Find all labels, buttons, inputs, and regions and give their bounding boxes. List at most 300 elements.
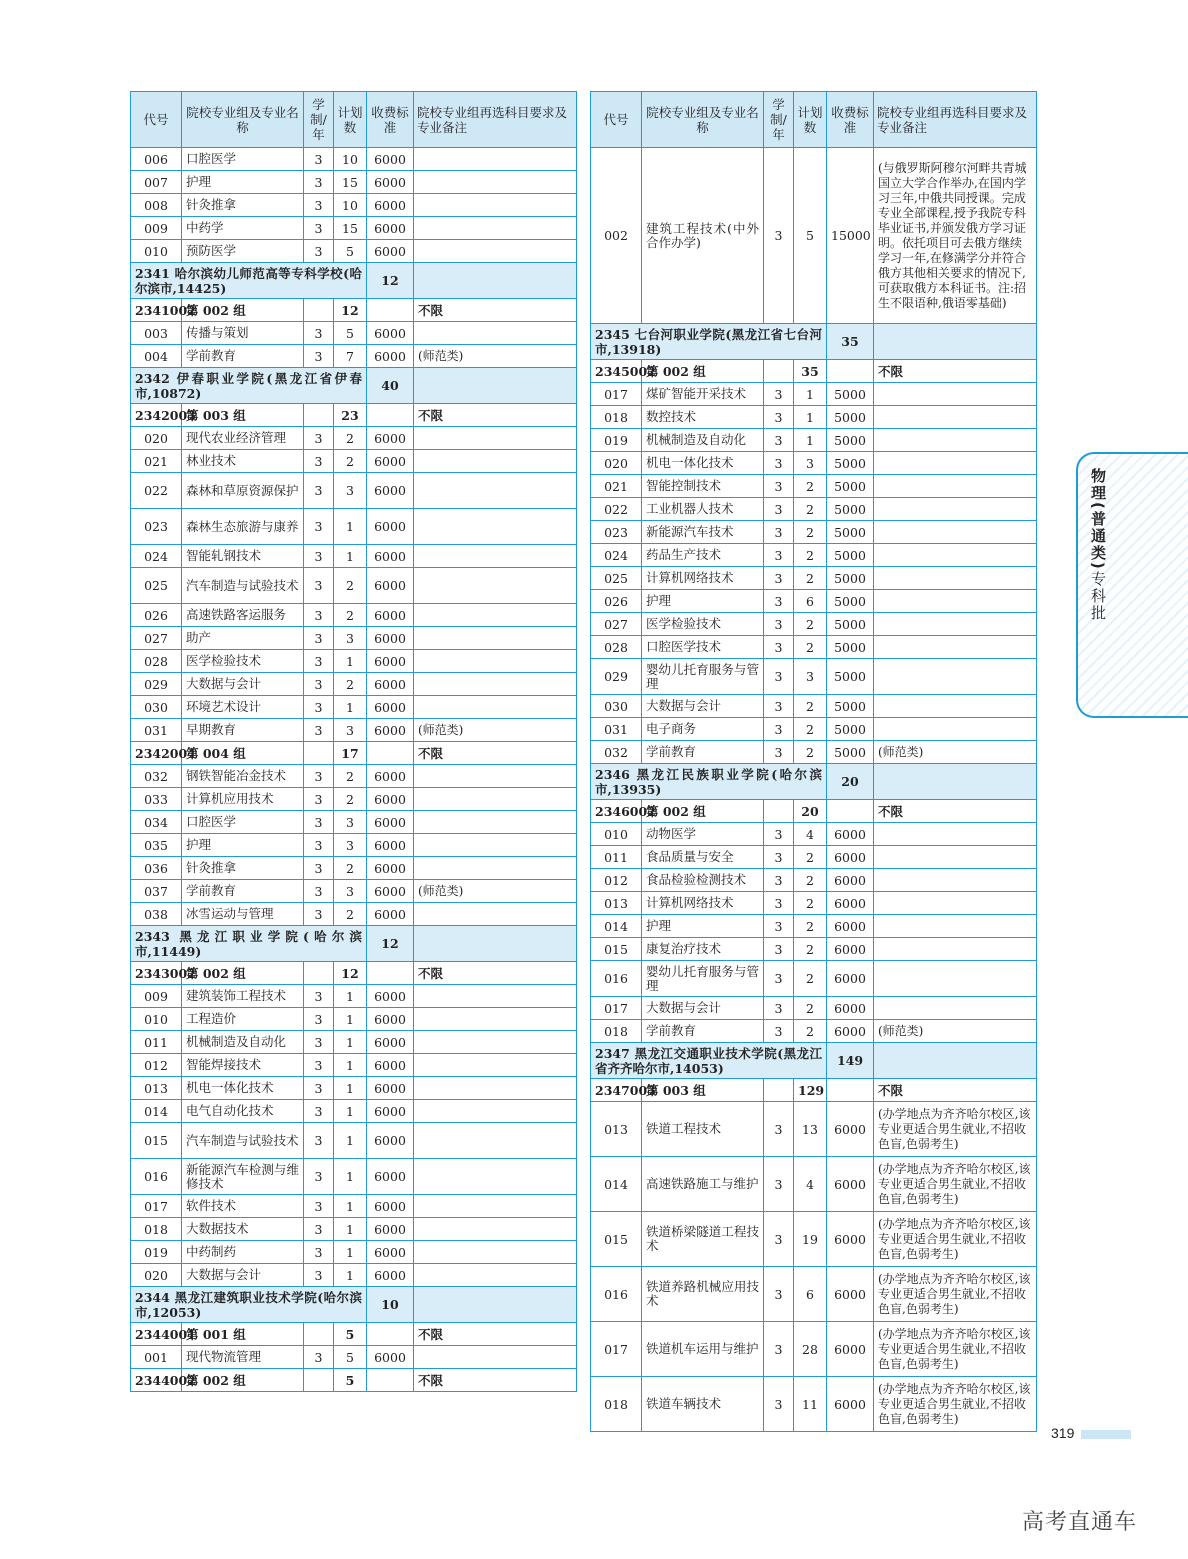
major-fee: 6000 xyxy=(827,892,874,915)
major-code: 012 xyxy=(591,869,642,892)
major-years: 3 xyxy=(764,915,794,938)
major-name: 高速铁路客运服务 xyxy=(182,604,304,627)
major-name: 煤矿智能开采技术 xyxy=(642,383,764,406)
major-name: 建筑装饰工程技术 xyxy=(182,985,304,1008)
major-plan: 1 xyxy=(334,696,367,719)
school-name: 2343 黑龙江职业学院(哈尔滨市,11449) xyxy=(131,926,367,962)
major-remark xyxy=(414,696,577,719)
major-fee: 6000 xyxy=(827,1377,874,1432)
major-fee: 6000 xyxy=(367,217,414,240)
group-row xyxy=(131,742,577,765)
major-fee: 6000 xyxy=(367,834,414,857)
group-row xyxy=(131,962,577,985)
major-fee: 5000 xyxy=(827,406,874,429)
major-plan: 3 xyxy=(334,880,367,903)
major-code: 018 xyxy=(591,1377,642,1432)
major-remark xyxy=(874,383,1037,406)
major-name: 建筑工程技术(中外合作办学) xyxy=(642,148,764,324)
major-plan: 2 xyxy=(794,892,827,915)
major-fee: 6000 xyxy=(827,1322,874,1377)
major-plan: 2 xyxy=(794,741,827,764)
group-code: 2347003 xyxy=(591,1079,642,1102)
group-remark: 不限 xyxy=(414,1369,577,1392)
major-name: 电子商务 xyxy=(642,718,764,741)
major-name: 高速铁路施工与维护 xyxy=(642,1157,764,1212)
major-name: 工业机器人技术 xyxy=(642,498,764,521)
major-years: 3 xyxy=(764,961,794,997)
col-plan-header: 计划数 xyxy=(334,92,367,148)
major-plan: 1 xyxy=(334,1218,367,1241)
page-number: 319 xyxy=(1051,1425,1075,1441)
major-row xyxy=(131,696,577,719)
group-plan: 23 xyxy=(334,404,367,427)
years-cell xyxy=(764,1079,794,1102)
major-row xyxy=(591,1377,1037,1432)
major-name: 大数据与会计 xyxy=(642,997,764,1020)
major-name: 现代物流管理 xyxy=(182,1346,304,1369)
major-row xyxy=(591,869,1037,892)
major-fee: 5000 xyxy=(827,718,874,741)
major-years: 3 xyxy=(304,194,334,217)
major-code: 014 xyxy=(591,915,642,938)
major-years: 3 xyxy=(764,695,794,718)
major-fee: 6000 xyxy=(367,765,414,788)
major-row xyxy=(131,880,577,903)
major-years: 3 xyxy=(764,521,794,544)
major-remark xyxy=(874,475,1037,498)
major-name: 钢铁智能冶金技术 xyxy=(182,765,304,788)
major-years: 3 xyxy=(304,696,334,719)
major-name: 口腔医学 xyxy=(182,811,304,834)
group-row xyxy=(591,800,1037,823)
major-remark xyxy=(414,1195,577,1218)
major-fee: 15000 xyxy=(827,148,874,324)
major-fee: 6000 xyxy=(367,1346,414,1369)
major-name: 中药制药 xyxy=(182,1241,304,1264)
major-code: 024 xyxy=(131,545,182,568)
major-remark xyxy=(874,892,1037,915)
major-name: 铁道养路机械应用技术 xyxy=(642,1267,764,1322)
group-remark: 不限 xyxy=(874,360,1037,383)
major-name: 医学检验技术 xyxy=(642,613,764,636)
major-row xyxy=(591,1157,1037,1212)
major-code: 020 xyxy=(131,1264,182,1287)
major-years: 3 xyxy=(764,613,794,636)
major-row xyxy=(591,892,1037,915)
major-plan: 2 xyxy=(334,788,367,811)
major-years: 3 xyxy=(304,604,334,627)
major-plan: 6 xyxy=(794,1267,827,1322)
major-plan: 2 xyxy=(794,695,827,718)
group-row xyxy=(591,1079,1037,1102)
major-name: 新能源汽车技术 xyxy=(642,521,764,544)
major-years: 3 xyxy=(304,1159,334,1195)
school-plan: 40 xyxy=(367,368,414,404)
major-code: 007 xyxy=(131,171,182,194)
major-name: 现代农业经济管理 xyxy=(182,427,304,450)
major-fee: 6000 xyxy=(367,1241,414,1264)
enrollment-table-right xyxy=(590,91,1037,1432)
major-code: 013 xyxy=(591,892,642,915)
major-name: 新能源汽车检测与维修技术 xyxy=(182,1159,304,1195)
col-code-header: 代号 xyxy=(131,92,182,148)
major-name: 针灸推拿 xyxy=(182,857,304,880)
major-years: 3 xyxy=(764,567,794,590)
side-tab-category: (普通类) xyxy=(1089,502,1107,571)
major-row xyxy=(131,1346,577,1369)
major-fee: 6000 xyxy=(367,811,414,834)
major-remark xyxy=(874,636,1037,659)
major-years: 3 xyxy=(304,1008,334,1031)
major-row xyxy=(591,406,1037,429)
major-remark xyxy=(414,811,577,834)
major-years: 3 xyxy=(764,938,794,961)
major-remark: (师范类) xyxy=(414,719,577,742)
major-years: 3 xyxy=(764,383,794,406)
major-row xyxy=(591,997,1037,1020)
major-plan: 2 xyxy=(334,673,367,696)
major-remark xyxy=(874,544,1037,567)
col-fee-header: 收费标准 xyxy=(367,92,414,148)
major-row xyxy=(131,1241,577,1264)
major-fee: 6000 xyxy=(367,1077,414,1100)
major-row xyxy=(131,857,577,880)
major-remark: (师范类) xyxy=(414,345,577,368)
major-fee: 6000 xyxy=(367,788,414,811)
major-fee: 5000 xyxy=(827,383,874,406)
major-row xyxy=(591,938,1037,961)
major-years: 3 xyxy=(764,475,794,498)
major-remark xyxy=(874,429,1037,452)
major-fee: 6000 xyxy=(367,1218,414,1241)
major-name: 康复治疗技术 xyxy=(642,938,764,961)
major-plan: 2 xyxy=(334,450,367,473)
major-remark: (办学地点为齐齐哈尔校区,该专业更适合男生就业,不招收色盲,色弱考生) xyxy=(874,1322,1037,1377)
major-row xyxy=(591,961,1037,997)
major-name: 计算机网络技术 xyxy=(642,892,764,915)
major-remark xyxy=(414,427,577,450)
major-plan: 10 xyxy=(334,194,367,217)
major-years: 3 xyxy=(304,568,334,604)
major-code: 026 xyxy=(131,604,182,627)
major-code: 010 xyxy=(131,240,182,263)
major-years: 3 xyxy=(304,719,334,742)
major-fee: 6000 xyxy=(827,915,874,938)
major-fee: 5000 xyxy=(827,659,874,695)
major-years: 3 xyxy=(764,1212,794,1267)
major-row xyxy=(591,613,1037,636)
major-plan: 2 xyxy=(794,869,827,892)
major-plan: 15 xyxy=(334,171,367,194)
group-name: 第 001 组 xyxy=(182,1323,304,1346)
major-years: 3 xyxy=(304,788,334,811)
major-plan: 2 xyxy=(794,997,827,1020)
major-years: 3 xyxy=(304,985,334,1008)
major-name: 智能轧钢技术 xyxy=(182,545,304,568)
major-row xyxy=(131,719,577,742)
major-fee: 6000 xyxy=(367,985,414,1008)
major-plan: 28 xyxy=(794,1322,827,1377)
major-remark xyxy=(414,1031,577,1054)
fee-cell xyxy=(367,404,414,427)
major-name: 数控技术 xyxy=(642,406,764,429)
major-name: 护理 xyxy=(182,834,304,857)
major-code: 003 xyxy=(131,322,182,345)
major-years: 3 xyxy=(304,627,334,650)
major-plan: 2 xyxy=(794,961,827,997)
major-fee: 6000 xyxy=(367,545,414,568)
col-fee-header: 收费标准 xyxy=(827,92,874,148)
major-years: 3 xyxy=(304,903,334,926)
group-code: 2346002 xyxy=(591,800,642,823)
major-row xyxy=(591,823,1037,846)
major-fee: 6000 xyxy=(367,345,414,368)
major-remark xyxy=(414,1054,577,1077)
major-years: 3 xyxy=(764,636,794,659)
major-code: 033 xyxy=(131,788,182,811)
major-remark xyxy=(414,627,577,650)
major-fee: 6000 xyxy=(367,427,414,450)
major-plan: 2 xyxy=(334,857,367,880)
major-name: 护理 xyxy=(642,590,764,613)
major-remark: (与俄罗斯阿穆尔河畔共青城国立大学合作举办,在国内学习三年,中俄共同授课。完成专业全部课程,授予我院专科毕业证书,并颁发俄方学习证明。依托项目可去俄方继续学习一年,在修满学分并符合俄方其他相关要求的情况下,可获取俄方本科证书。注:招生不限语种,俄语零基础) xyxy=(874,148,1037,324)
major-row xyxy=(591,567,1037,590)
school-plan: 12 xyxy=(367,926,414,962)
major-row xyxy=(131,903,577,926)
major-remark xyxy=(414,985,577,1008)
major-fee: 6000 xyxy=(367,1264,414,1287)
table-body-left xyxy=(131,148,577,1392)
major-name: 药品生产技术 xyxy=(642,544,764,567)
side-tab-subject: 物理 xyxy=(1089,468,1107,502)
group-code: 2342003 xyxy=(131,404,182,427)
major-plan: 2 xyxy=(794,718,827,741)
major-plan: 2 xyxy=(334,568,367,604)
major-fee: 6000 xyxy=(367,1123,414,1159)
major-remark xyxy=(874,567,1037,590)
major-years: 3 xyxy=(764,498,794,521)
major-name: 计算机网络技术 xyxy=(642,567,764,590)
major-years: 3 xyxy=(304,1241,334,1264)
major-name: 助产 xyxy=(182,627,304,650)
major-fee: 6000 xyxy=(367,696,414,719)
major-row xyxy=(591,1020,1037,1043)
col-remark-header: 院校专业组再选科目要求及专业备注 xyxy=(874,92,1037,148)
major-name: 大数据与会计 xyxy=(642,695,764,718)
major-code: 031 xyxy=(591,718,642,741)
major-code: 009 xyxy=(131,985,182,1008)
group-row xyxy=(131,1369,577,1392)
major-plan: 2 xyxy=(794,846,827,869)
major-fee: 6000 xyxy=(827,1102,874,1157)
major-code: 010 xyxy=(591,823,642,846)
major-code: 019 xyxy=(591,429,642,452)
school-row xyxy=(131,263,577,299)
major-years: 3 xyxy=(304,765,334,788)
major-code: 030 xyxy=(591,695,642,718)
major-fee: 6000 xyxy=(827,1212,874,1267)
major-plan: 2 xyxy=(334,427,367,450)
major-years: 3 xyxy=(304,811,334,834)
major-remark: (办学地点为齐齐哈尔校区,该专业更适合男生就业,不招收色盲,色弱考生) xyxy=(874,1377,1037,1432)
major-years: 3 xyxy=(304,1077,334,1100)
major-code: 025 xyxy=(591,567,642,590)
table-header-row xyxy=(591,92,1037,148)
major-remark xyxy=(414,1218,577,1241)
major-code: 034 xyxy=(131,811,182,834)
major-fee: 6000 xyxy=(827,1267,874,1322)
major-fee: 6000 xyxy=(367,1195,414,1218)
major-years: 3 xyxy=(304,345,334,368)
major-row xyxy=(591,498,1037,521)
major-plan: 2 xyxy=(334,765,367,788)
major-remark xyxy=(414,903,577,926)
major-years: 3 xyxy=(304,834,334,857)
major-name: 大数据与会计 xyxy=(182,673,304,696)
major-code: 021 xyxy=(591,475,642,498)
major-plan: 2 xyxy=(794,475,827,498)
major-row xyxy=(591,590,1037,613)
major-row xyxy=(591,1102,1037,1157)
major-plan: 3 xyxy=(334,627,367,650)
major-remark xyxy=(414,473,577,509)
major-years: 3 xyxy=(764,1020,794,1043)
major-remark xyxy=(414,450,577,473)
col-name-header: 院校专业组及专业名称 xyxy=(642,92,764,148)
major-code: 029 xyxy=(131,673,182,696)
major-plan: 2 xyxy=(794,567,827,590)
major-fee: 6000 xyxy=(827,1020,874,1043)
major-years: 3 xyxy=(304,1218,334,1241)
fee-cell xyxy=(414,926,577,962)
major-remark xyxy=(414,650,577,673)
major-name: 铁道车辆技术 xyxy=(642,1377,764,1432)
major-row xyxy=(591,452,1037,475)
major-row xyxy=(591,695,1037,718)
major-name: 婴幼儿托育服务与管理 xyxy=(642,961,764,997)
major-plan: 3 xyxy=(334,473,367,509)
major-code: 017 xyxy=(591,997,642,1020)
major-row xyxy=(591,148,1037,324)
school-plan: 35 xyxy=(827,324,874,360)
group-code: 2344001 xyxy=(131,1323,182,1346)
group-plan: 20 xyxy=(794,800,827,823)
major-fee: 5000 xyxy=(827,636,874,659)
major-plan: 1 xyxy=(794,429,827,452)
major-fee: 6000 xyxy=(367,240,414,263)
major-name: 机电一体化技术 xyxy=(642,452,764,475)
major-fee: 5000 xyxy=(827,741,874,764)
group-remark: 不限 xyxy=(414,962,577,985)
major-plan: 1 xyxy=(794,406,827,429)
major-row xyxy=(591,718,1037,741)
major-code: 022 xyxy=(131,473,182,509)
major-remark xyxy=(874,869,1037,892)
major-fee: 5000 xyxy=(827,475,874,498)
major-row xyxy=(131,627,577,650)
major-remark xyxy=(874,846,1037,869)
major-remark xyxy=(874,997,1037,1020)
major-code: 032 xyxy=(591,741,642,764)
fee-cell xyxy=(367,1369,414,1392)
group-plan: 5 xyxy=(334,1323,367,1346)
major-fee: 6000 xyxy=(367,903,414,926)
major-plan: 6 xyxy=(794,590,827,613)
fee-cell xyxy=(827,800,874,823)
major-years: 3 xyxy=(764,1102,794,1157)
major-row xyxy=(131,322,577,345)
major-row xyxy=(131,568,577,604)
fee-cell xyxy=(874,1043,1037,1079)
group-plan: 12 xyxy=(334,299,367,322)
major-code: 037 xyxy=(131,880,182,903)
major-name: 学前教育 xyxy=(182,345,304,368)
group-remark: 不限 xyxy=(414,404,577,427)
major-remark xyxy=(874,961,1037,997)
years-cell xyxy=(304,742,334,765)
major-name: 医学检验技术 xyxy=(182,650,304,673)
major-remark xyxy=(874,613,1037,636)
major-row xyxy=(131,345,577,368)
major-row xyxy=(131,217,577,240)
major-remark xyxy=(414,171,577,194)
major-row xyxy=(131,834,577,857)
major-plan: 5 xyxy=(334,322,367,345)
major-code: 008 xyxy=(131,194,182,217)
major-row xyxy=(131,450,577,473)
major-name: 早期教育 xyxy=(182,719,304,742)
major-years: 3 xyxy=(764,452,794,475)
major-code: 026 xyxy=(591,590,642,613)
school-name: 2347 黑龙江交通职业技术学院(黑龙江省齐齐哈尔市,14053) xyxy=(591,1043,827,1079)
major-plan: 1 xyxy=(334,1241,367,1264)
school-row xyxy=(591,324,1037,360)
major-plan: 3 xyxy=(334,834,367,857)
group-code: 2341002 xyxy=(131,299,182,322)
major-remark xyxy=(414,673,577,696)
major-remark xyxy=(414,1123,577,1159)
major-remark xyxy=(874,718,1037,741)
major-row xyxy=(131,1100,577,1123)
group-code: 2343002 xyxy=(131,962,182,985)
major-name: 口腔医学 xyxy=(182,148,304,171)
group-remark: 不限 xyxy=(414,1323,577,1346)
major-years: 3 xyxy=(764,892,794,915)
major-remark xyxy=(874,823,1037,846)
major-remark xyxy=(414,857,577,880)
major-row xyxy=(131,650,577,673)
major-years: 3 xyxy=(764,1377,794,1432)
major-plan: 1 xyxy=(334,1264,367,1287)
major-plan: 1 xyxy=(334,650,367,673)
major-plan: 1 xyxy=(334,1054,367,1077)
major-code: 021 xyxy=(131,450,182,473)
major-row xyxy=(591,544,1037,567)
col-code-header: 代号 xyxy=(591,92,642,148)
major-fee: 6000 xyxy=(827,846,874,869)
major-plan: 2 xyxy=(334,604,367,627)
major-remark xyxy=(414,568,577,604)
major-remark xyxy=(414,1008,577,1031)
school-name: 2346 黑龙江民族职业学院(哈尔滨市,13935) xyxy=(591,764,827,800)
major-plan: 5 xyxy=(334,240,367,263)
major-row xyxy=(131,1054,577,1077)
major-plan: 3 xyxy=(334,811,367,834)
major-years: 3 xyxy=(764,718,794,741)
fee-cell xyxy=(367,962,414,985)
group-name: 第 002 组 xyxy=(642,800,764,823)
major-years: 3 xyxy=(304,450,334,473)
